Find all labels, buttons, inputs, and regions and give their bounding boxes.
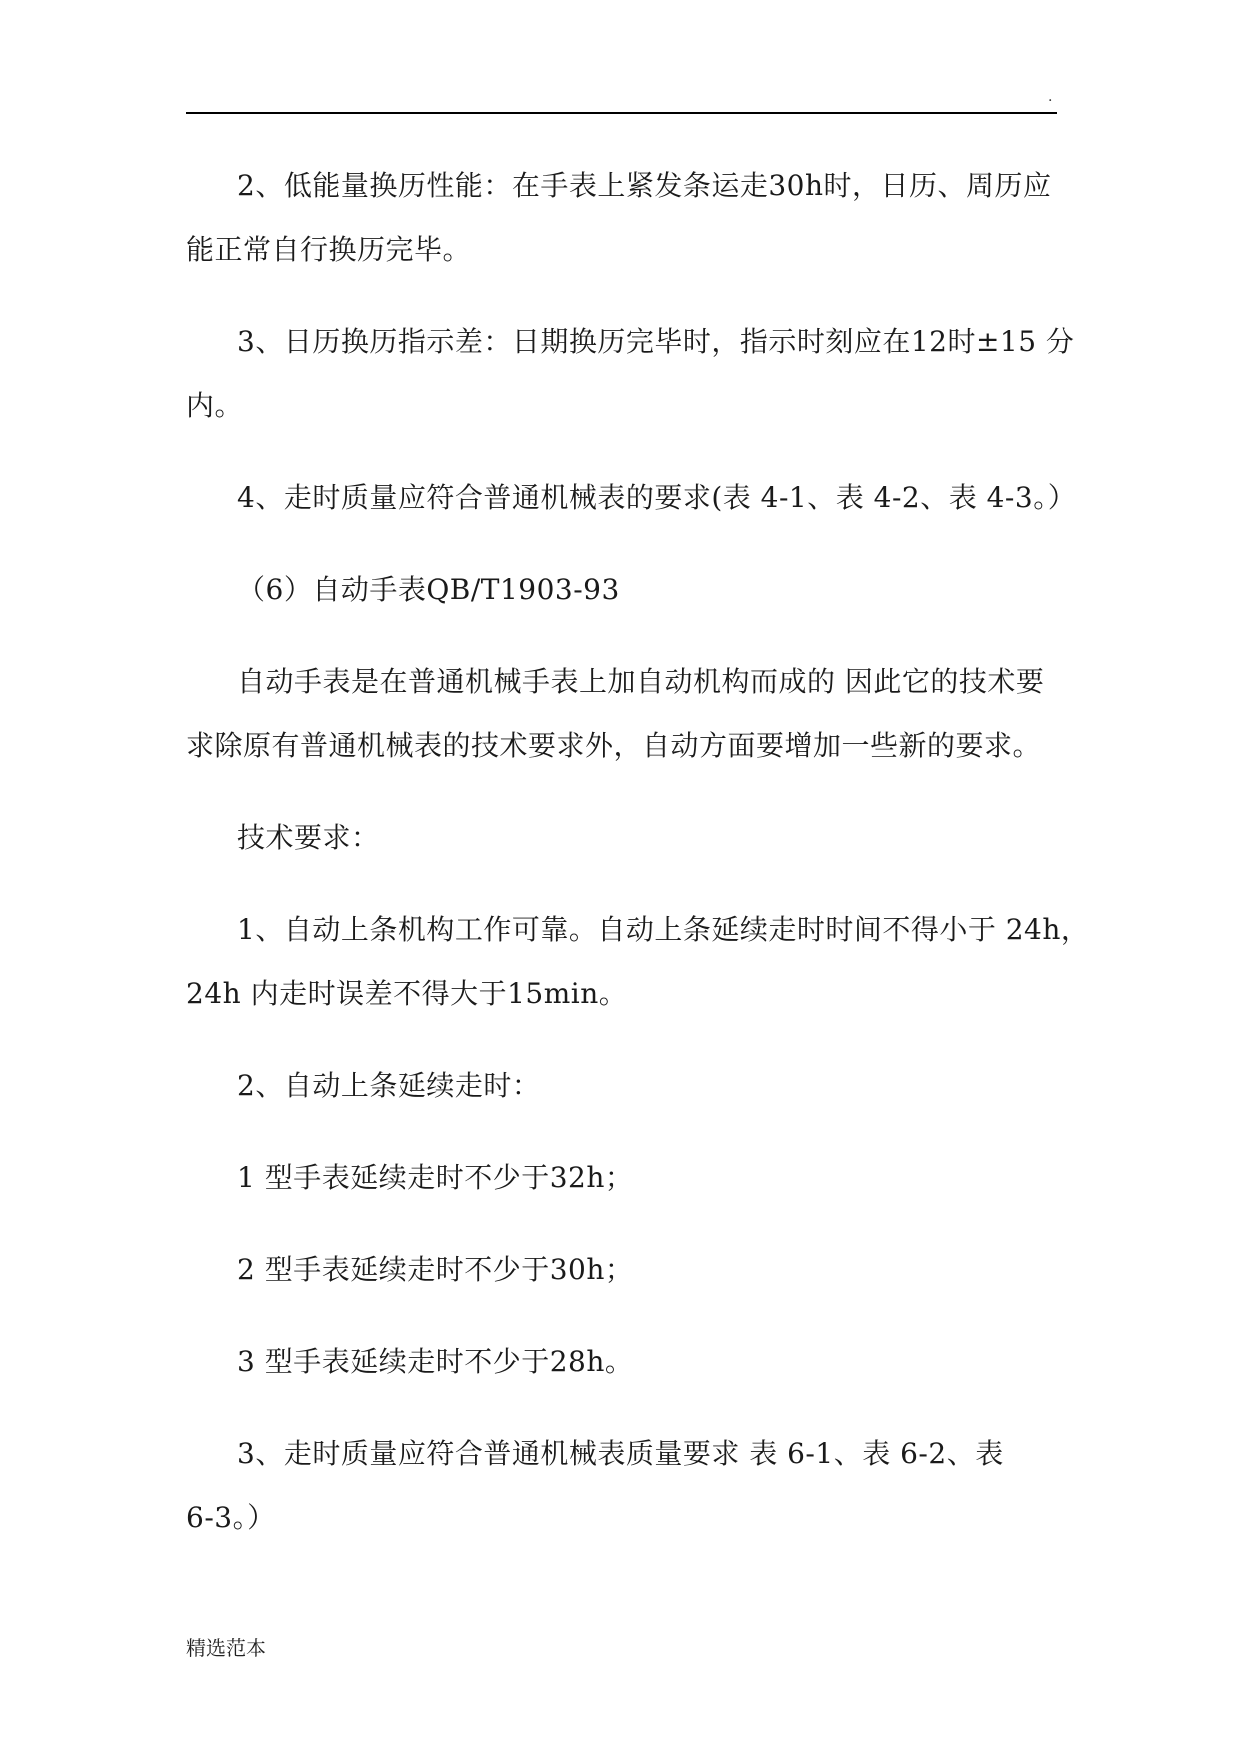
header-rule	[186, 112, 1057, 114]
paragraph-line: 4、走时质量应符合普通机械表的要求(表 4-1、表 4-2、表 4-3。）	[237, 481, 1077, 514]
paragraph-line: 3、日历换历指示差：日期换历完毕时，指示时刻应在12时±15 分	[237, 325, 1075, 358]
header-mark: .	[1048, 89, 1053, 105]
paragraph-line: 1、自动上条机构工作可靠。自动上条延续走时时间不得小于 24h，	[237, 913, 1090, 946]
footer-label: 精选范本	[186, 1636, 266, 1660]
section-heading: （6）自动手表QB/T1903-93	[237, 573, 620, 606]
paragraph-line: 2、自动上条延续走时：	[237, 1069, 541, 1102]
list-item: 2 型手表延续走时不少于30h；	[237, 1253, 634, 1286]
paragraph-line: 内。	[186, 389, 244, 422]
paragraph-line: 能正常自行换历完毕。	[186, 233, 472, 266]
paragraph-line: 24h 内走时误差不得大于15min。	[186, 977, 628, 1010]
list-item: 3 型手表延续走时不少于28h。	[237, 1345, 634, 1378]
subheading: 技术要求：	[237, 821, 380, 854]
paragraph-line: 3、走时质量应符合普通机械表质量要求 表 6-1、表 6-2、表	[237, 1437, 1004, 1470]
list-item: 1 型手表延续走时不少于32h；	[237, 1161, 634, 1194]
paragraph-line: 2、低能量换历性能：在手表上紧发条运走30h时，日历、周历应	[237, 169, 1052, 202]
paragraph-line: 自动手表是在普通机械手表上加自动机构而成的 因此它的技术要	[237, 665, 1045, 698]
paragraph-line: 6-3。）	[186, 1501, 276, 1534]
paragraph-line: 求除原有普通机械表的技术要求外，自动方面要增加一些新的要求。	[186, 729, 1042, 762]
